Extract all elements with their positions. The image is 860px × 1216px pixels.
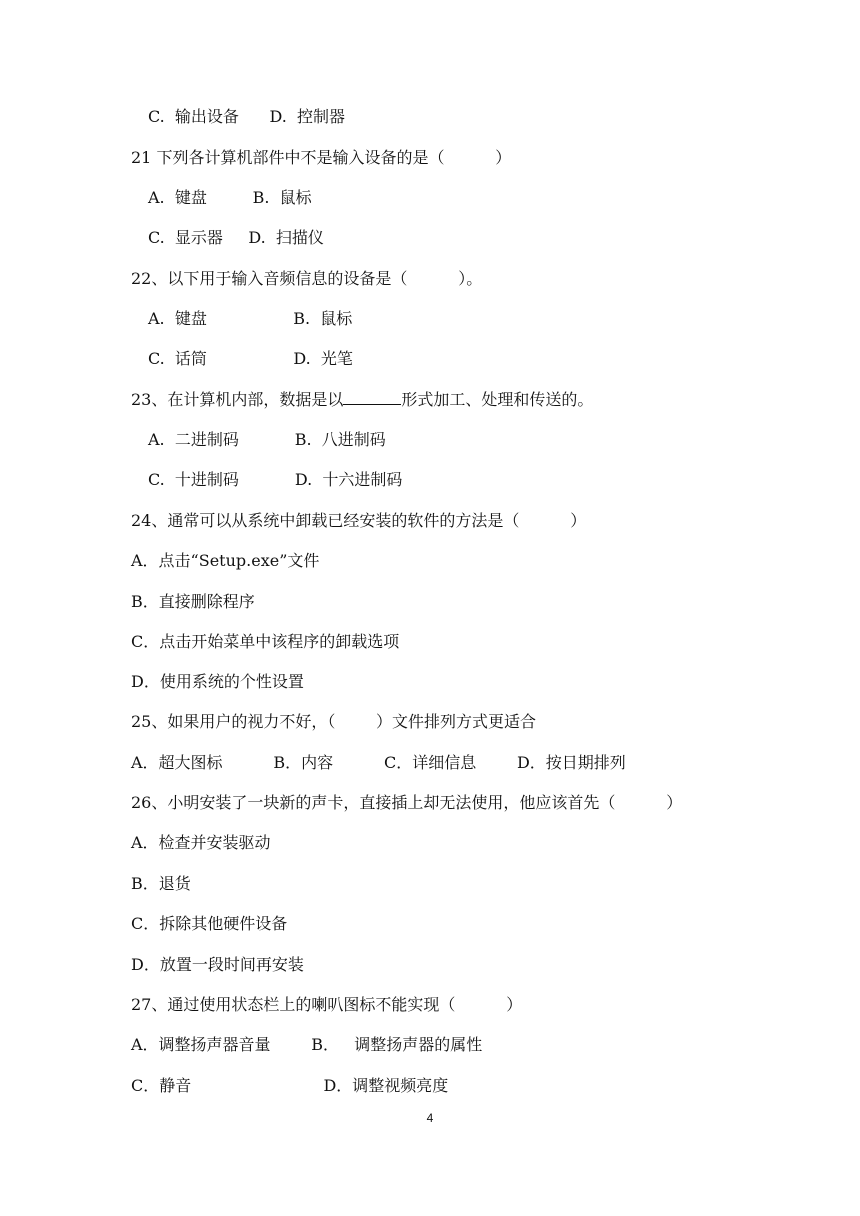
q25-question: 25、如果用户的视力不好，（ ）文件排列方式更适合 xyxy=(131,712,537,731)
page-number: 4 xyxy=(426,1111,434,1125)
q26-option-d: D．放置一段时间再安装 xyxy=(131,955,304,974)
q24-option-b: B．直接删除程序 xyxy=(131,592,255,611)
q26-option-c: C．拆除其他硬件设备 xyxy=(131,914,288,933)
q23-text-after-blank: 形式加工、处理和传送的。 xyxy=(401,390,594,409)
q23-options-ab: A. 二进制码 B. 八进制码 xyxy=(148,430,386,449)
q27-options-ab: A．调整扬声器音量 B． 调整扬声器的属性 xyxy=(131,1035,483,1054)
q26-option-a: A．检查并安装驱动 xyxy=(131,833,271,852)
q24-question: 24、通常可以从系统中卸载已经安装的软件的方法是（ ） xyxy=(131,511,587,530)
q22-options-ab: A. 键盘 B. 鼠标 xyxy=(148,309,353,328)
q27-options-cd: C．静音 D．调整视频亮度 xyxy=(131,1076,449,1095)
q21-question: 21 下列各计算机部件中不是输入设备的是（ ） xyxy=(131,148,512,167)
q20-options-cd: C. 输出设备 D. 控制器 xyxy=(148,107,345,126)
q24-option-d: D．使用系统的个性设置 xyxy=(131,672,304,691)
q22-question: 22、以下用于输入音频信息的设备是（ ）。 xyxy=(131,269,483,288)
q22-options-cd: C. 话筒 D. 光笔 xyxy=(148,349,353,368)
q26-question: 26、小明安装了一块新的声卡，直接插上却无法使用，他应该首先（ ） xyxy=(131,793,683,812)
q21-options-ab: A. 键盘 B. 鼠标 xyxy=(148,188,312,207)
q23-question xyxy=(131,390,593,410)
q26-option-b: B．退货 xyxy=(131,874,191,893)
q24-option-a: A．点击“Setup.exe”文件 xyxy=(131,551,320,570)
q21-options-cd: C. 显示器 D. 扫描仪 xyxy=(148,228,324,247)
q23-text-before-blank: 23、在计算机内部，数据是以 xyxy=(131,390,344,409)
q27-question: 27、通过使用状态栏上的喇叭图标不能实现（ ） xyxy=(131,995,523,1014)
q25-options: A．超大图标 B．内容 C．详细信息 D．按日期排列 xyxy=(131,753,626,772)
q24-option-c: C．点击开始菜单中该程序的卸载选项 xyxy=(131,632,400,651)
q23-options-cd: C. 十进制码 D. 十六进制码 xyxy=(148,470,403,489)
answer-blank xyxy=(343,390,401,405)
